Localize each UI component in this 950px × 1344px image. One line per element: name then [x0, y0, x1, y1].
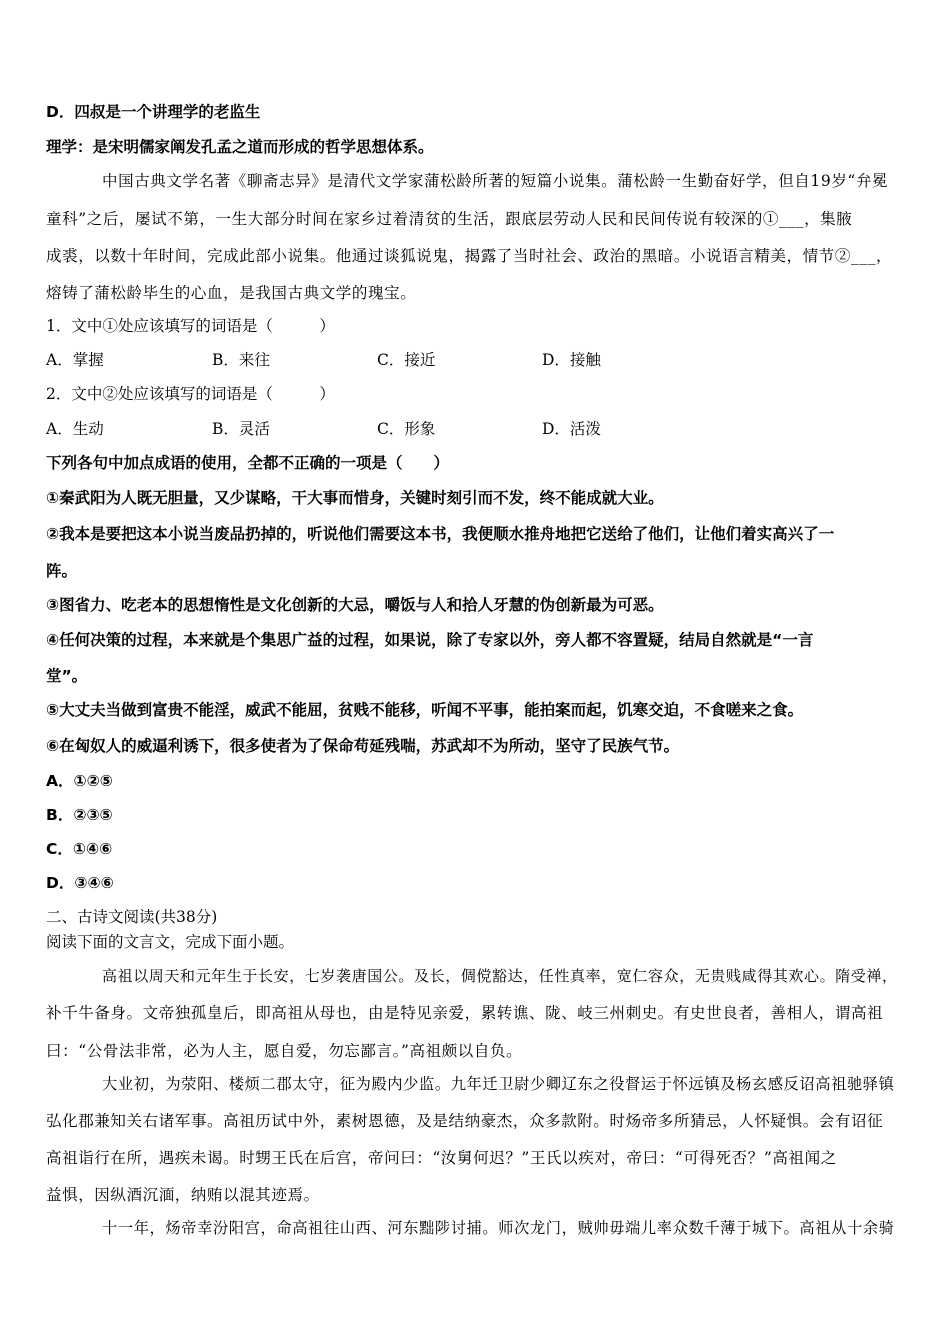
lixue-note: 理学：是宋明儒家阐发孔孟之道而形成的哲学思想体系。: [46, 138, 434, 156]
q1-option-b[interactable]: B．来往: [212, 351, 270, 369]
passage-line-4: 熔铸了蒲松龄毕生的心血，是我国古典文学的瑰宝。: [46, 284, 417, 302]
q3-item-6: ⑥在匈奴人的威逼利诱下，很多使者为了保命苟延残喘，苏武却不为所动，坚守了民族气节。: [46, 737, 680, 755]
section-2-heading: 二、古诗文阅读(共38分): [46, 908, 218, 926]
q1-option-c[interactable]: C．接近: [377, 351, 436, 369]
q3-item-4-cont: 堂”。: [46, 667, 88, 685]
classical-line-7: 益惧，因纵酒沉湎，纳贿以混其迹焉。: [46, 1186, 320, 1204]
passage-line-1: 中国古典文学名著《聊斋志异》是清代文学家蒲松龄所著的短篇小说集。蒲松龄一生勤奋好学，但自19岁“弁冕: [102, 172, 889, 190]
question-1-stem: 1．文中①处应该填写的词语是（ ）: [46, 317, 335, 335]
q2-option-c[interactable]: C．形象: [377, 420, 436, 438]
classical-line-1: 高祖以周天和元年生于长安，七岁袭唐国公。及长，倜傥豁达，任性真率，宽仁容众，无贵贱咸得其欢心。隋受禅，: [102, 967, 898, 985]
q3-choice-c[interactable]: C．①④⑥: [46, 840, 113, 858]
classical-line-4: 大业初，为荥阳、楼烦二郡太守，征为殿内少监。九年迁卫尉少卿辽东之役督运于怀远镇及杨玄感反诏高祖驰驿镇: [102, 1075, 895, 1093]
classical-line-5: 弘化郡兼知关右诸军事。高祖历试中外，素树恩德，及是结纳豪杰，众多款附。时炀帝多所猜忌，人怀疑惧。会有诏征: [46, 1112, 884, 1130]
q2-option-d[interactable]: D．活泼: [542, 420, 601, 438]
q1-option-d[interactable]: D．接触: [542, 351, 601, 369]
q1-option-a[interactable]: A．掌握: [46, 351, 104, 369]
q3-item-2: ②我本是要把这本小说当废品扔掉的，听说他们需要这本书，我便顺水推舟地把它送给了他们，让他们着实高兴了一: [46, 525, 835, 543]
question-3-stem: 下列各句中加点成语的使用，全都不正确的一项是（ ）: [46, 454, 450, 472]
classical-line-2: 补千牛备身。文帝独孤皇后，即高祖从母也，由是特见亲爱，累转谯、陇、岐三州刺史。有史世良者，善相人，谓高祖: [46, 1004, 884, 1022]
q2-option-a[interactable]: A．生动: [46, 420, 104, 438]
passage-line-3: 成裘，以数十年时间，完成此部小说集。他通过谈狐说鬼，揭露了当时社会、政治的黑暗。小说语言精美，情节②___，: [46, 247, 893, 265]
classical-line-6: 高祖诣行在所，遇疾未谒。时甥王氏在后宫，帝问曰：“汝舅何迟？”王氏以疾对，帝曰：“可得死否？”高祖闻之: [46, 1149, 837, 1167]
option-d-line: D．四叔是一个讲理学的老监生: [46, 103, 261, 121]
q3-choice-b[interactable]: B．②③⑤: [46, 806, 113, 824]
q3-choice-a[interactable]: A．①②⑤: [46, 772, 113, 790]
q3-item-2-cont: 阵。: [46, 562, 78, 580]
classical-line-8: 十一年，炀帝幸汾阳宫，命高祖往山西、河东黜陟讨捕。师次龙门，贼帅毋端儿率众数千薄于城下。高祖从十余骑: [102, 1219, 895, 1237]
q3-item-3: ③图省力、吃老本的思想惰性是文化创新的大忌，嚼饭与人和拾人牙慧的伪创新最为可恶。: [46, 596, 664, 614]
question-2-stem: 2．文中②处应该填写的词语是（ ）: [46, 385, 335, 403]
classical-line-3: 曰：“公骨法非常，必为人主，愿自爱，勿忘鄙言。”高祖颇以自负。: [46, 1042, 523, 1060]
q2-option-b[interactable]: B．灵活: [212, 420, 270, 438]
q3-item-5: ⑤大丈夫当做到富贵不能淫，威武不能屈，贫贱不能移，听闻不平事，能拍案而起，饥寒交迫，不食嗟来之食。: [46, 701, 804, 719]
passage-line-2: 童科”之后，屡试不第，一生大部分时间在家乡过着清贫的生活，跟底层劳动人民和民间传说有较深的①___，集腋: [46, 210, 853, 228]
q3-item-4: ④任何决策的过程，本来就是个集思广益的过程，如果说，除了专家以外，旁人都不容置疑，结局自然就是“一言: [46, 631, 814, 649]
q3-choice-d[interactable]: D．③④⑥: [46, 874, 114, 892]
q3-item-1: ①秦武阳为人既无胆量，又少谋略，干大事而惜身，关键时刻引而不发，终不能成就大业。: [46, 489, 664, 507]
section-2-instruction: 阅读下面的文言文，完成下面小题。: [46, 933, 295, 951]
